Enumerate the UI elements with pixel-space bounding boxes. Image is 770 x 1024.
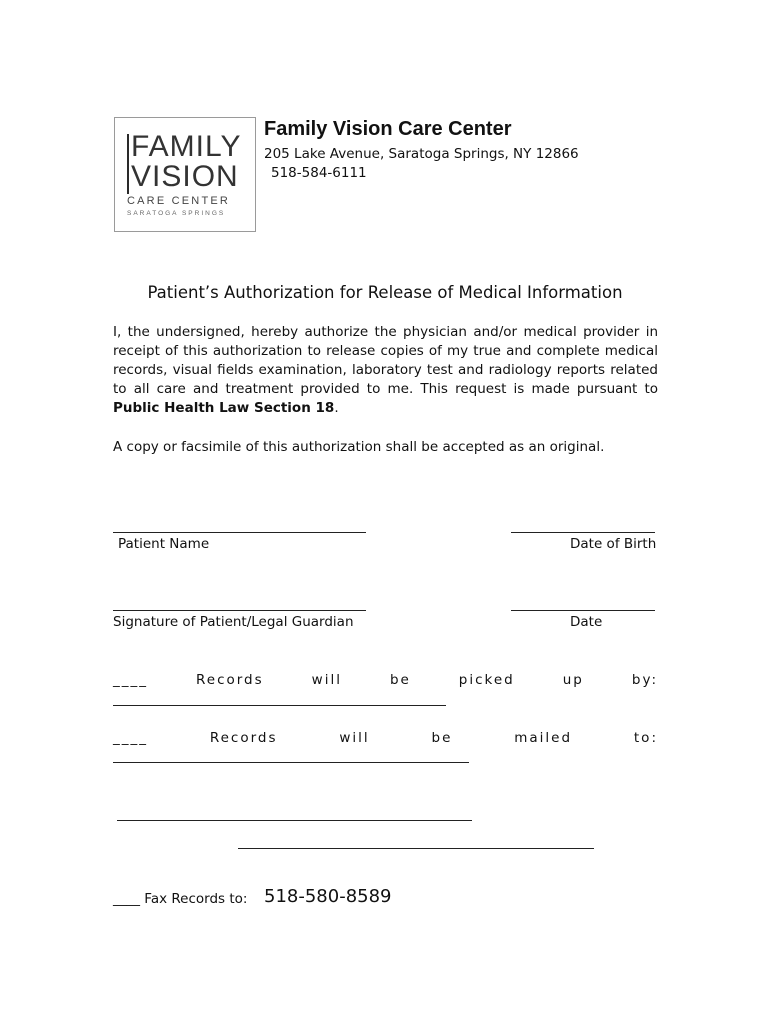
mailing-address-line-1[interactable] xyxy=(117,820,472,821)
pickup-person-line[interactable] xyxy=(113,705,446,706)
mail-recipient-line[interactable] xyxy=(113,762,469,763)
pickup-word: by: xyxy=(631,672,658,688)
signature-label: Signature of Patient/Legal Guardian xyxy=(113,614,354,630)
patient-name-line[interactable] xyxy=(113,532,366,533)
mail-word: mailed xyxy=(514,730,573,746)
pickup-word: be xyxy=(389,672,411,688)
mail-option-row xyxy=(113,730,658,746)
signature-line[interactable] xyxy=(113,610,366,611)
organization-phone: 518-584-6111 xyxy=(271,165,367,181)
logo-family-text: FAMILY xyxy=(131,130,242,163)
clinic-logo xyxy=(114,117,256,232)
organization-address: 205 Lake Avenue, Saratoga Springs, NY 12866 xyxy=(264,146,579,162)
pickup-option-row xyxy=(113,672,658,688)
authorization-paragraph xyxy=(113,323,658,418)
mail-word: be xyxy=(431,730,453,746)
law-reference: Public Health Law Section 18 xyxy=(113,400,335,416)
date-label: Date xyxy=(570,614,603,630)
pickup-word: up xyxy=(562,672,584,688)
authorization-text-end: . xyxy=(334,400,339,416)
logo-care-center-text: CARE CENTER xyxy=(127,195,231,207)
pickup-checkbox-blank[interactable]: ____ xyxy=(113,672,148,688)
mail-checkbox-blank[interactable]: ____ xyxy=(113,730,148,746)
logo-vision-text: VISION xyxy=(131,160,239,193)
date-line[interactable] xyxy=(511,610,655,611)
copy-facsimile-note: A copy or facsimile of this authorization shall be accepted as an original. xyxy=(113,439,605,455)
mail-word: will xyxy=(339,730,370,746)
organization-name: Family Vision Care Center xyxy=(264,118,512,140)
logo-location-text: SARATOGA SPRINGS xyxy=(127,210,226,217)
fax-option-label[interactable]: ____ Fax Records to: xyxy=(113,891,248,907)
document-title: Patient’s Authorization for Release of Medical Information xyxy=(147,283,623,302)
mailing-address-line-2[interactable] xyxy=(238,848,594,849)
authorization-text: I, the undersigned, hereby authorize the physician and/or medical provider in receipt of this authorization to release copies of my true and complete medical records, visual fields examination, laboratory test and radiology reports related to all care and treatment provided to me. This request is made pursuant to xyxy=(113,324,658,397)
pickup-word: Records xyxy=(195,672,264,688)
pickup-word: will xyxy=(311,672,342,688)
mail-word: to: xyxy=(633,730,658,746)
mail-word: Records xyxy=(209,730,278,746)
date-of-birth-line[interactable] xyxy=(511,532,655,533)
date-of-birth-label: Date of Birth xyxy=(570,536,657,552)
logo-left-bar xyxy=(127,134,129,194)
fax-number: 518-580-8589 xyxy=(264,886,392,907)
patient-name-label: Patient Name xyxy=(118,536,210,552)
pickup-word: picked xyxy=(458,672,515,688)
